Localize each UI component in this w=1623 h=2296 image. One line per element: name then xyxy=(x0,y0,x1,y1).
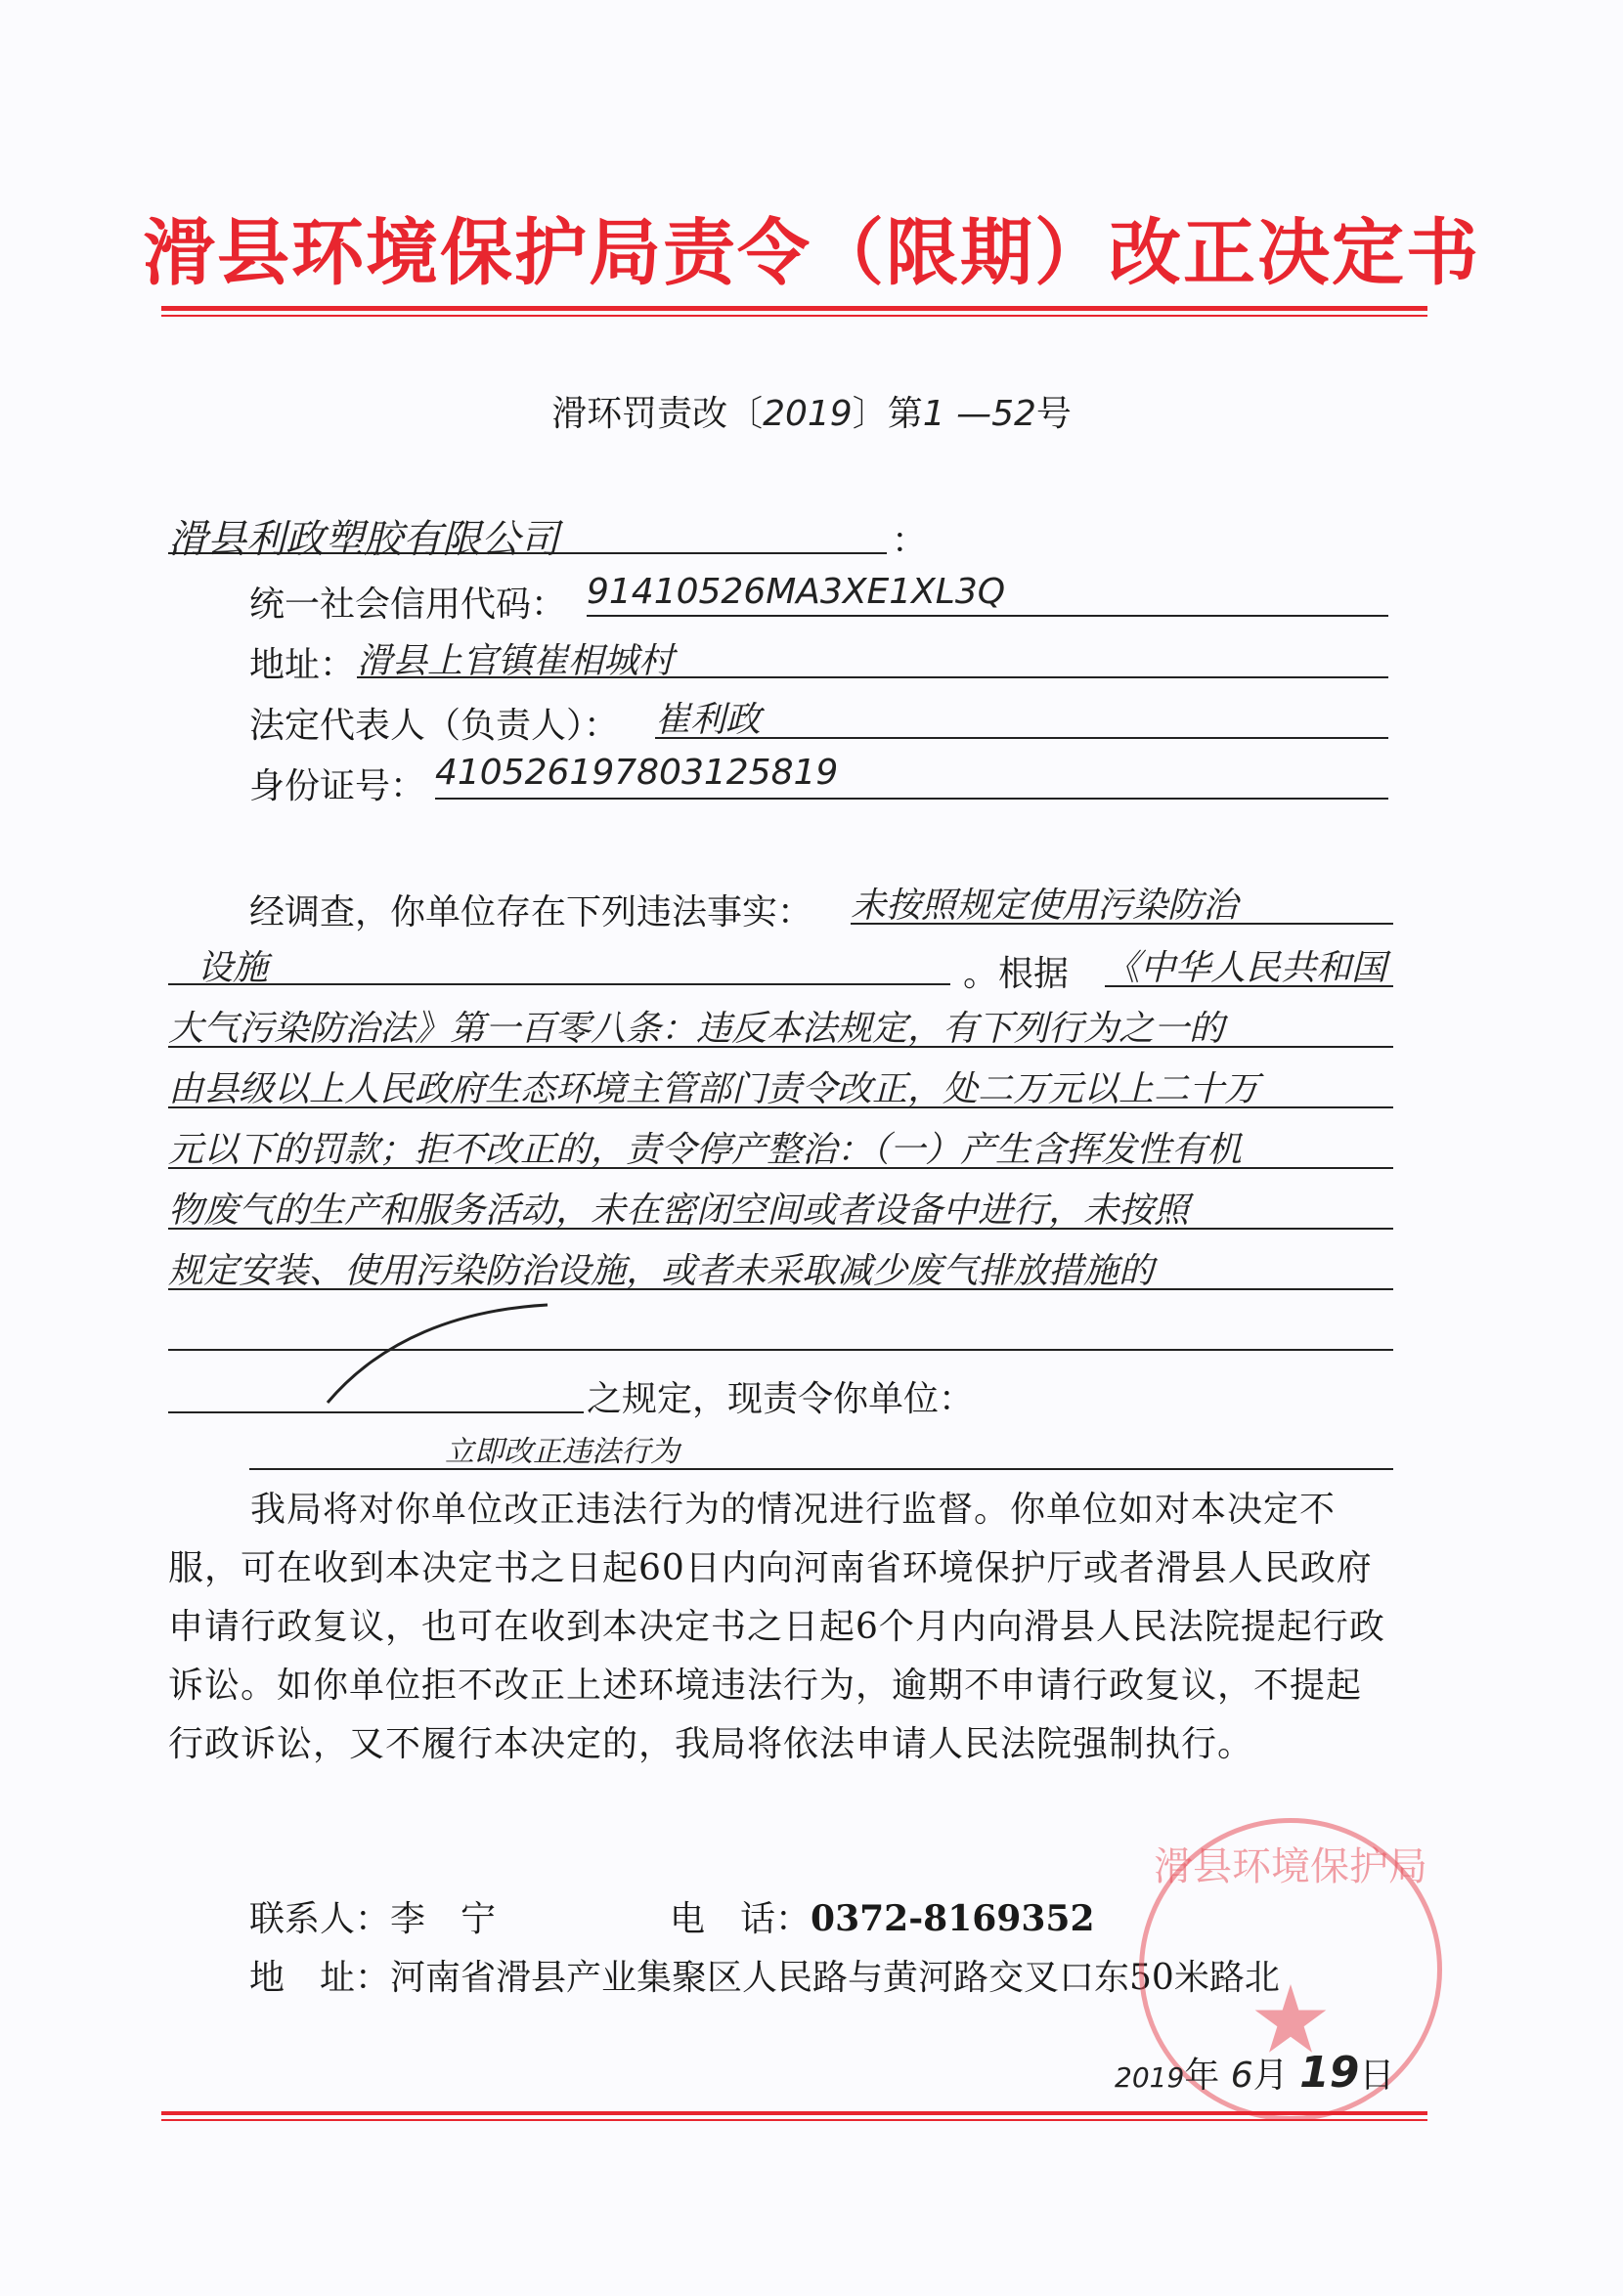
order-value: 立即改正违法行为 xyxy=(249,1427,1393,1470)
notice-paragraph: 我局将对你单位改正违法行为的情况进行监督。你单位如对本决定不服，可在收到本决定书之日起60日内向河南省环境保护厅或者滑县人民政府申请行政复议，也可在收到本决定书之日起6个月内向滑县人民法院提起行政诉讼。如你单位拒不改正上述环境违法行为，逾期不申请行政复议，不提起行政诉讼，又不履行本决定的，我局将依法申请人民法院强制执行。 xyxy=(168,1490,1385,1764)
credit-code-value: 91410526MA3XE1XL3Q xyxy=(587,572,1388,617)
phone-label: 电 话： xyxy=(670,1899,812,1939)
basis-label: 。根据 xyxy=(963,954,1070,994)
blank-line-short xyxy=(168,1366,584,1413)
issue-date xyxy=(1115,2048,1394,2098)
credit-code-label: 统一社会信用代码： xyxy=(249,585,567,625)
basis-line: 由县级以上人民政府生态环境主管部门责令改正，处二万元以上二十万 xyxy=(168,1061,1393,1108)
order-label: 之规定，现责令你单位： xyxy=(587,1379,975,1419)
basis-line: 大气污染防治法》第一百零八条：违反本法规定，有下列行为之一的 xyxy=(168,1001,1393,1048)
basis-line: 物废气的生产和服务活动，未在密闭空间或者设备中进行，未按照 xyxy=(168,1183,1393,1230)
document-title: 滑县环境保护局责令（限期）改正决定书 xyxy=(143,211,1480,295)
basis-line: 规定安装、使用污染防治设施，或者未采取减少废气排放措施的 xyxy=(168,1243,1393,1290)
date-day: 19 xyxy=(1299,2048,1360,2098)
legal-rep-value: 崔利政 xyxy=(655,692,1388,739)
date-month: 6 xyxy=(1230,2056,1253,2096)
recipient-name: 滑县利政塑胶有限公司 xyxy=(168,508,887,554)
contact-label: 联系人： xyxy=(249,1899,391,1939)
phone-value: 0372-8169352 xyxy=(811,1898,1095,1939)
footer-divider xyxy=(161,2111,1427,2115)
id-number-label: 身份证号： xyxy=(249,766,426,806)
office-address-value: 河南省滑县产业集聚区人民路与黄河路交叉口东50米路北 xyxy=(390,1958,1280,1998)
doc-number-suffix: 号 xyxy=(1035,394,1072,434)
address-value: 滑县上官镇崔相城村 xyxy=(357,633,1388,678)
doc-number-prefix: 滑环罚责改〔 xyxy=(551,394,764,434)
office-address-label: 地 址： xyxy=(249,1958,391,1998)
contact-phone xyxy=(670,1891,1095,1941)
header-divider xyxy=(161,306,1427,311)
facts-intro: 经调查，你单位存在下列违法事实： xyxy=(249,892,813,932)
recipient-colon: ： xyxy=(892,521,928,561)
seal-text: 滑县环境保护局 xyxy=(1154,1844,1427,1889)
basis-line: 元以下的罚款；拒不改正的，责令停产整治：（一）产生含挥发性有机 xyxy=(168,1122,1393,1169)
document-number xyxy=(0,386,1623,436)
footer-divider-thin xyxy=(161,2119,1427,2121)
contact-person xyxy=(249,1891,496,1941)
legal-rep-label: 法定代表人（负责人）： xyxy=(249,706,620,746)
address-label: 地址： xyxy=(249,645,356,685)
date-month-label: 月 xyxy=(1252,2056,1289,2096)
date-year-label: 年 xyxy=(1184,2056,1220,2096)
contact-name: 李 宁 xyxy=(390,1899,497,1939)
doc-number-value: 1 —52 xyxy=(922,394,1036,434)
header-divider-thin xyxy=(161,315,1427,317)
date-year: 2019 xyxy=(1115,2061,1185,2094)
doc-number-middle: 〕第 xyxy=(852,394,923,434)
id-number-value: 410526197803125819 xyxy=(435,753,1388,800)
recipient-line xyxy=(168,508,887,562)
doc-number-year: 2019 xyxy=(763,394,853,434)
basis-line-1: 《中华人民共和国 xyxy=(1105,940,1393,987)
fact-line-1: 未按照规定使用污染防治 xyxy=(851,878,1393,925)
seal-star-icon xyxy=(1253,1984,1328,2055)
date-day-label: 日 xyxy=(1359,2056,1395,2096)
office-address xyxy=(249,1950,1280,2000)
fact-line-2: 设施 xyxy=(168,940,950,985)
